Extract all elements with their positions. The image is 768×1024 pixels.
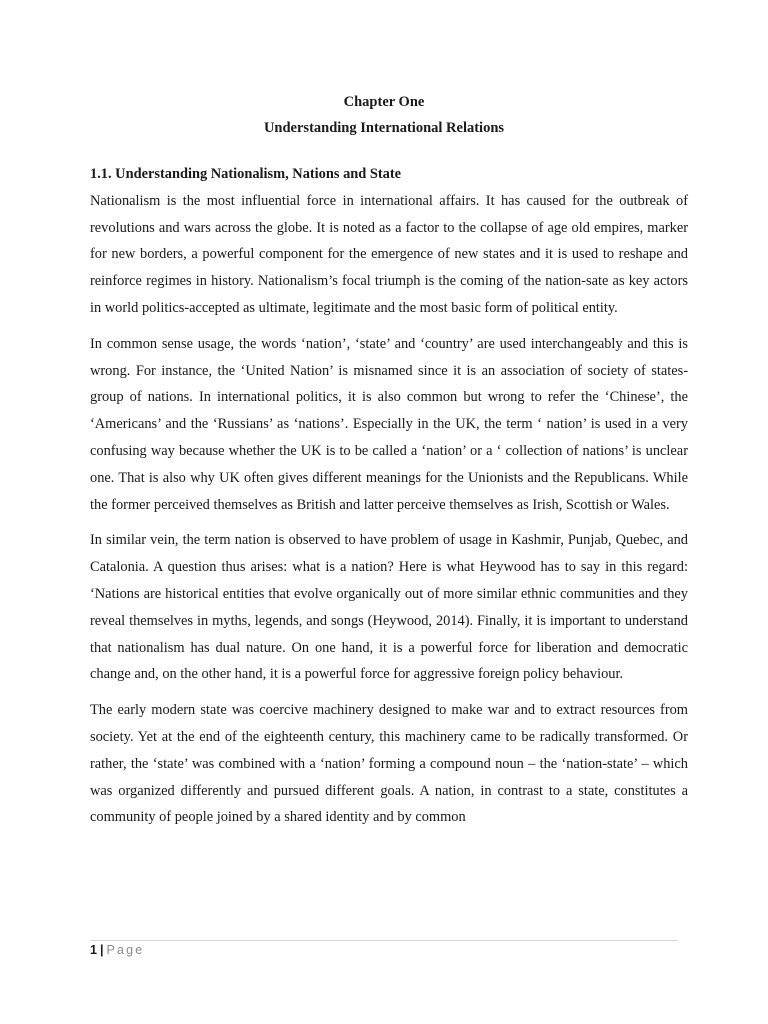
section-heading: 1.1. Understanding Nationalism, Nations and State: [90, 166, 402, 182]
paragraph-2: In common sense usage, the words ‘nation’, ‘state’ and ‘country’ are used interchangeably and this is wrong. For instance, the ‘United Nation’ is misnamed since it is an association of society of states- group of nations. In international politics, it is also common but wrong to refer the ‘Chinese’, the ‘Americans’ and the ‘Russians’ as ‘nations’. Especially in the UK, the term ‘ nation’ is used in a very confusing way because whether the UK is to be called a ‘nation’ or a ‘ collection of nations’ is unclear one. That is also why UK often gives different meanings for the Unionists and the Republicans. While the former perceived themselves as British and latter perceive themselves as Irish, Scottish or Wales.: [90, 335, 688, 513]
chapter-number-heading: Chapter One: [343, 94, 425, 110]
paragraph-1: Nationalism is the most influential force in international affairs. It has caused for the outbreak of revolutions and wars across the globe. It is noted as a factor to the collapse of age old empires, marker for new borders, a powerful component for the emergence of new states and it is used to reshape and reinforce regimes in history. Nationalism’s focal triumph is the coming of the nation-sate as key actors in world politics-accepted as ultimate, legitimate and the most basic form of political entity.: [90, 192, 688, 316]
paragraph-3: In similar vein, the term nation is observed to have problem of usage in Kashmir, Punjab, Quebec, and Catalonia. A question thus arises: what is a nation? Here is what Heywood has to say in this regard: ‘Nations are historical entities that evolve organically out of more similar ethnic communities and they reveal themselves in myths, legends, and songs (Heywood, 2014). Finally, it is important to understand that nationalism has dual nature. On one hand, it is a powerful force for liberation and democratic change and, on the other hand, it is a powerful force for aggressive foreign policy behaviour.: [90, 532, 688, 683]
page-footer: [90, 943, 144, 957]
chapter-title-heading: Understanding International Relations: [263, 120, 505, 136]
footer-divider: [90, 940, 678, 941]
paragraph-4: The early modern state was coercive machinery designed to make war and to extract resources from society. Yet at the end of the eighteenth century, this machinery came to be radically transformed. Or rather, the ‘state’ was combined with a ‘nation’ forming a compound noun – the ‘nation-state’ – which was organized differently and pursued different goals. A nation, in contrast to a state, constitutes a community of people joined by a shared identity and by common: [90, 702, 688, 826]
page-number: 1: [90, 943, 97, 957]
page-label: Page: [106, 943, 145, 957]
footer-separator: |: [99, 943, 104, 957]
body-text: [90, 161, 688, 831]
